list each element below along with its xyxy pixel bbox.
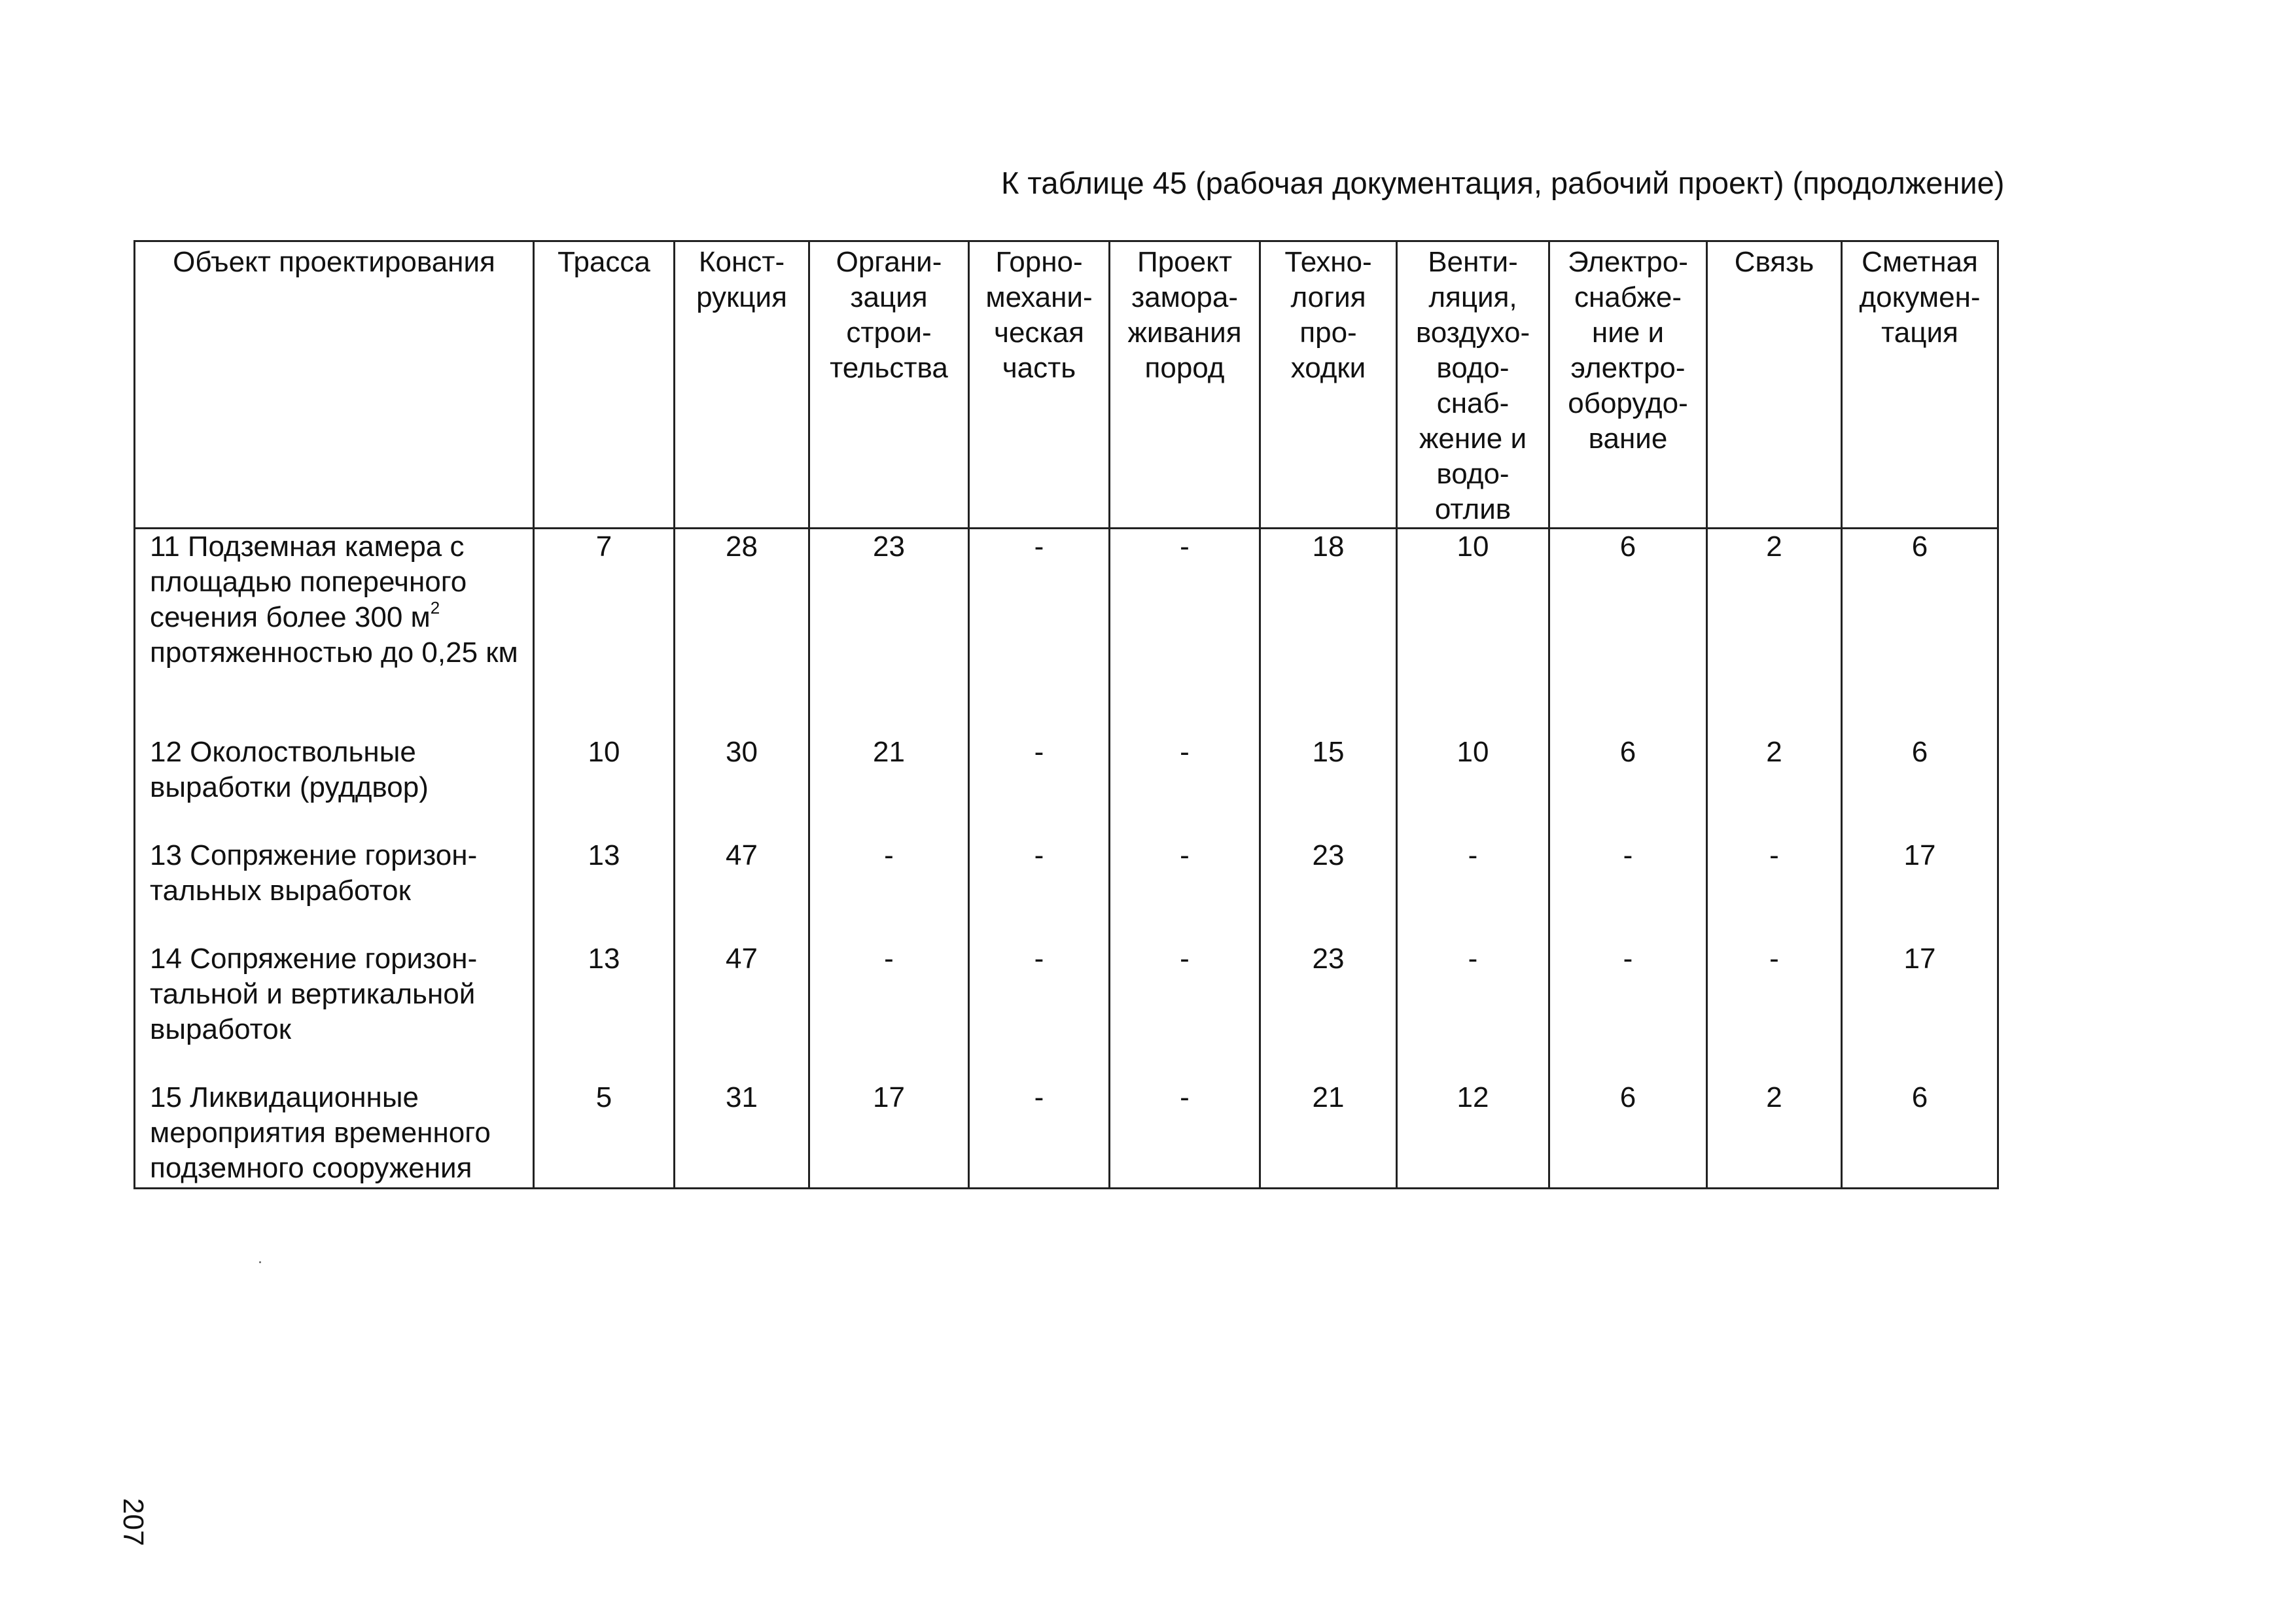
table-row <box>135 529 1998 735</box>
object-cell: 13 Сопряжение горизон-тальных выработок <box>135 838 534 941</box>
value-cell: - <box>1110 735 1260 838</box>
table-row <box>135 941 1998 1080</box>
value-cell: - <box>1110 838 1260 941</box>
value-cell: - <box>809 941 969 1080</box>
value-cell: - <box>969 735 1110 838</box>
column-header: Проект замора- живания пород <box>1110 241 1260 529</box>
value-cell: 30 <box>675 735 809 838</box>
value-cell: - <box>1110 529 1260 735</box>
value-cell: - <box>1549 941 1707 1080</box>
value-cell: 13 <box>534 838 675 941</box>
column-header: Объект проектирования <box>135 241 534 529</box>
object-cell <box>135 529 534 735</box>
value-cell: - <box>1110 941 1260 1080</box>
value-cell: 15 <box>1260 735 1397 838</box>
value-cell: 10 <box>534 735 675 838</box>
column-header: Сметная докумен- тация <box>1842 241 1998 529</box>
column-header: Электро- снабже- ние и электро- оборудо- вание <box>1549 241 1707 529</box>
column-header: Конст- рукция <box>675 241 809 529</box>
value-cell: - <box>809 838 969 941</box>
value-cell: - <box>969 838 1110 941</box>
value-cell: 17 <box>809 1080 969 1189</box>
object-cell: 14 Сопряжение горизон-тальной и вертикальной выработок <box>135 941 534 1080</box>
table-row <box>135 1080 1998 1189</box>
value-cell: - <box>1707 838 1842 941</box>
value-cell: - <box>1549 838 1707 941</box>
column-header: Горно- механи- ческая часть <box>969 241 1110 529</box>
value-cell: 2 <box>1707 1080 1842 1189</box>
value-cell: 13 <box>534 941 675 1080</box>
value-cell: 6 <box>1842 735 1998 838</box>
value-cell: 23 <box>1260 838 1397 941</box>
value-cell: 2 <box>1707 735 1842 838</box>
column-header: Связь <box>1707 241 1842 529</box>
value-cell: 6 <box>1842 529 1998 735</box>
value-cell: 23 <box>809 529 969 735</box>
value-cell: 10 <box>1397 735 1549 838</box>
value-cell: 2 <box>1707 529 1842 735</box>
value-cell: 17 <box>1842 838 1998 941</box>
value-cell: 47 <box>675 838 809 941</box>
value-cell: - <box>969 1080 1110 1189</box>
superscript: 2 <box>430 598 440 618</box>
object-text: 11 Подземная камера с площадью поперечного сечения более 300 м <box>150 531 467 633</box>
value-cell: 10 <box>1397 529 1549 735</box>
page-number: 207 <box>117 1498 149 1546</box>
value-cell: 23 <box>1260 941 1397 1080</box>
value-cell: - <box>1397 941 1549 1080</box>
header-row <box>135 241 1998 529</box>
table-row <box>135 838 1998 941</box>
value-cell: 6 <box>1842 1080 1998 1189</box>
value-cell: - <box>1707 941 1842 1080</box>
value-cell: 18 <box>1260 529 1397 735</box>
table-row <box>135 735 1998 838</box>
value-cell: 6 <box>1549 735 1707 838</box>
value-cell: 6 <box>1549 1080 1707 1189</box>
value-cell: - <box>969 529 1110 735</box>
value-cell: 5 <box>534 1080 675 1189</box>
value-cell: 31 <box>675 1080 809 1189</box>
value-cell: 21 <box>1260 1080 1397 1189</box>
value-cell: 17 <box>1842 941 1998 1080</box>
value-cell: 28 <box>675 529 809 735</box>
value-cell: 21 <box>809 735 969 838</box>
value-cell: 7 <box>534 529 675 735</box>
object-cell: 12 Околоствольные выработки (руддвор) <box>135 735 534 838</box>
value-cell: 47 <box>675 941 809 1080</box>
object-text: протяженностью до 0,25 км <box>150 637 518 669</box>
scan-speck <box>259 1261 261 1263</box>
column-header: Венти- ляция, воздухо- водо- снаб- жение и водо- отлив <box>1397 241 1549 529</box>
value-cell: 12 <box>1397 1080 1549 1189</box>
value-cell: 6 <box>1549 529 1707 735</box>
value-cell: - <box>1110 1080 1260 1189</box>
value-cell: - <box>1397 838 1549 941</box>
object-cell: 15 Ликвидационные мероприятия временного подземного сооружения <box>135 1080 534 1189</box>
column-header: Трасса <box>534 241 675 529</box>
table-caption: К таблице 45 (рабочая документация, рабочий проект) (продолжение) <box>1001 166 2005 200</box>
column-header: Техно- логия про- ходки <box>1260 241 1397 529</box>
column-header: Органи- зация строи- тельства <box>809 241 969 529</box>
value-cell: - <box>969 941 1110 1080</box>
design-object-table <box>133 240 1999 1189</box>
